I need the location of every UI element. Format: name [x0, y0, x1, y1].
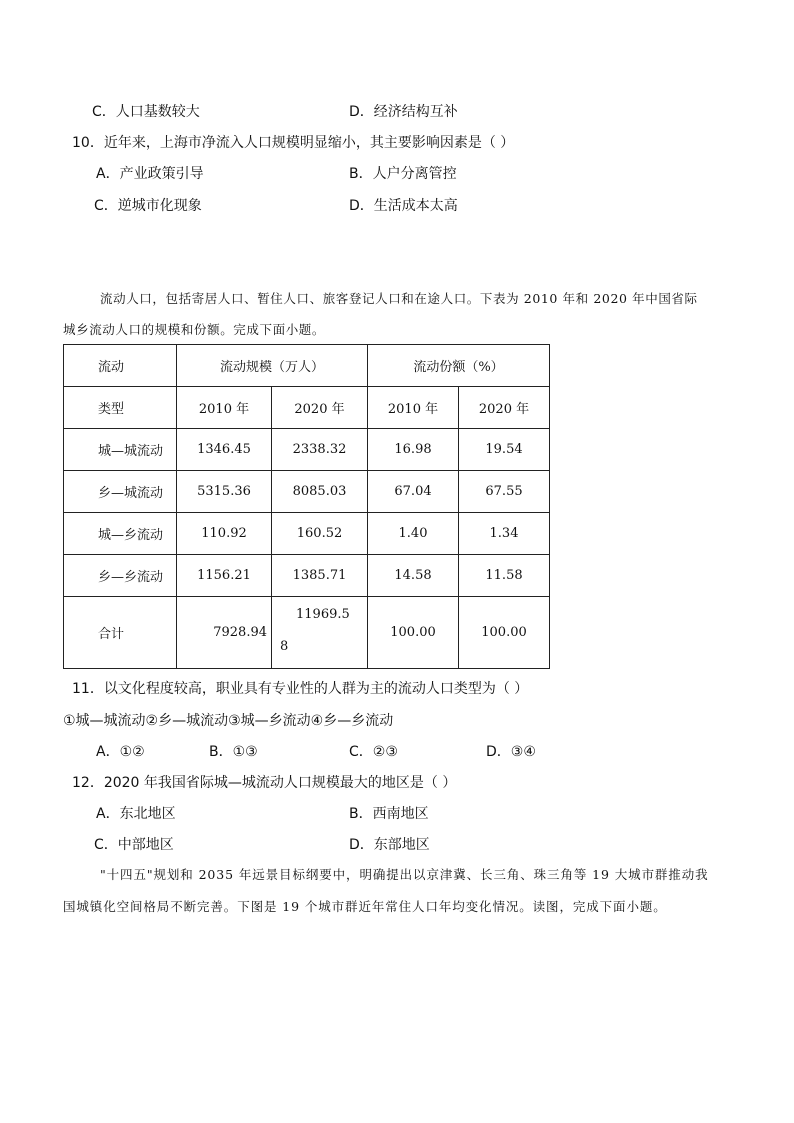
table-header-row — [64, 345, 550, 387]
header-type-bottom: 类型 — [64, 387, 177, 429]
passage-1-line-2: 城乡流动人口的规模和份额。完成下面小题。 — [63, 322, 326, 337]
cell: 16.98 — [368, 429, 459, 471]
year-2020-share: 2020 年 — [459, 387, 550, 429]
cell: 1346.45 — [177, 429, 272, 471]
passage-2-line-1: "十四五"规划和 2035 年远景目标纲要中，明确提出以京津冀、长三角、珠三角等 19 大城市群推动我 — [100, 867, 709, 882]
q11-option-a: A．①② — [96, 744, 145, 760]
q10-option-b: B．人户分离管控 — [349, 166, 457, 182]
cell-total-2010: 7928.94 — [177, 597, 272, 669]
q12-option-c: C．中部地区 — [94, 837, 174, 853]
q12-option-d: D．东部地区 — [349, 837, 430, 853]
q11-option-d: D．③④ — [486, 744, 536, 760]
passage-2-line-2: 国城镇化空间格局不断完善。下图是 19 个城市群近年常住人口年均变化情况。读图，完成下面小题。 — [63, 899, 667, 914]
cell-total-2020-part-2: 8 — [280, 639, 289, 654]
cell: 110.92 — [177, 513, 272, 555]
table-total-row — [64, 597, 550, 669]
row-type: 乡—乡流动 — [64, 555, 177, 597]
table-row — [64, 513, 550, 555]
row-type: 城—乡流动 — [64, 513, 177, 555]
cell: 14.58 — [368, 555, 459, 597]
q11-choices: ①城—城流动②乡—城流动③城—乡流动④乡—乡流动 — [63, 713, 394, 729]
q10-option-c: C．逆城市化现象 — [94, 198, 202, 214]
cell: 1156.21 — [177, 555, 272, 597]
q9-option-d: D．经济结构互补 — [349, 104, 458, 120]
q10-stem: 10．近年来，上海市净流入人口规模明显缩小，其主要影响因素是（ ） — [72, 135, 515, 151]
table-row — [64, 471, 550, 513]
year-2010-share: 2010 年 — [368, 387, 459, 429]
cell: 2338.32 — [272, 429, 368, 471]
migration-table — [63, 344, 550, 669]
q11-option-c: C．②③ — [349, 744, 398, 760]
cell-total-2020 — [272, 597, 368, 669]
table-row — [64, 555, 550, 597]
row-type-total: 合计 — [64, 597, 177, 669]
year-2020-scale: 2020 年 — [272, 387, 368, 429]
q12-stem: 12．2020 年我国省际城—城流动人口规模最大的地区是（ ） — [72, 775, 457, 791]
cell: 67.04 — [368, 471, 459, 513]
year-2010-scale: 2010 年 — [177, 387, 272, 429]
cell: 1385.71 — [272, 555, 368, 597]
cell: 19.54 — [459, 429, 550, 471]
cell: 1.40 — [368, 513, 459, 555]
cell: 5315.36 — [177, 471, 272, 513]
cell-total-share-2010: 100.00 — [368, 597, 459, 669]
cell: 8085.03 — [272, 471, 368, 513]
q12-option-b: B．西南地区 — [349, 806, 429, 822]
q12-option-a: A．东北地区 — [96, 806, 176, 822]
table-row — [64, 429, 550, 471]
cell: 1.34 — [459, 513, 550, 555]
q10-option-a: A．产业政策引导 — [96, 166, 204, 182]
q9-option-c: C．人口基数较大 — [92, 104, 200, 120]
q10-option-d: D．生活成本太高 — [349, 198, 458, 214]
cell: 11.58 — [459, 555, 550, 597]
cell-total-share-2020: 100.00 — [459, 597, 550, 669]
header-type-top: 流动 — [64, 345, 177, 387]
cell-total-2020-part-1: 11969.5 — [296, 607, 350, 622]
cell: 160.52 — [272, 513, 368, 555]
cell: 67.55 — [459, 471, 550, 513]
header-scale: 流动规模（万人） — [177, 345, 368, 387]
row-type: 城—城流动 — [64, 429, 177, 471]
table-year-row — [64, 387, 550, 429]
q11-stem: 11．以文化程度较高，职业具有专业性的人群为主的流动人口类型为（ ） — [72, 681, 529, 697]
header-share: 流动份额（%） — [368, 345, 550, 387]
passage-1-line-1: 流动人口，包括寄居人口、暂住人口、旅客登记人口和在途人口。下表为 2010 年和 2020 年中国省际 — [100, 291, 698, 306]
q11-option-b: B．①③ — [209, 744, 258, 760]
row-type: 乡—城流动 — [64, 471, 177, 513]
